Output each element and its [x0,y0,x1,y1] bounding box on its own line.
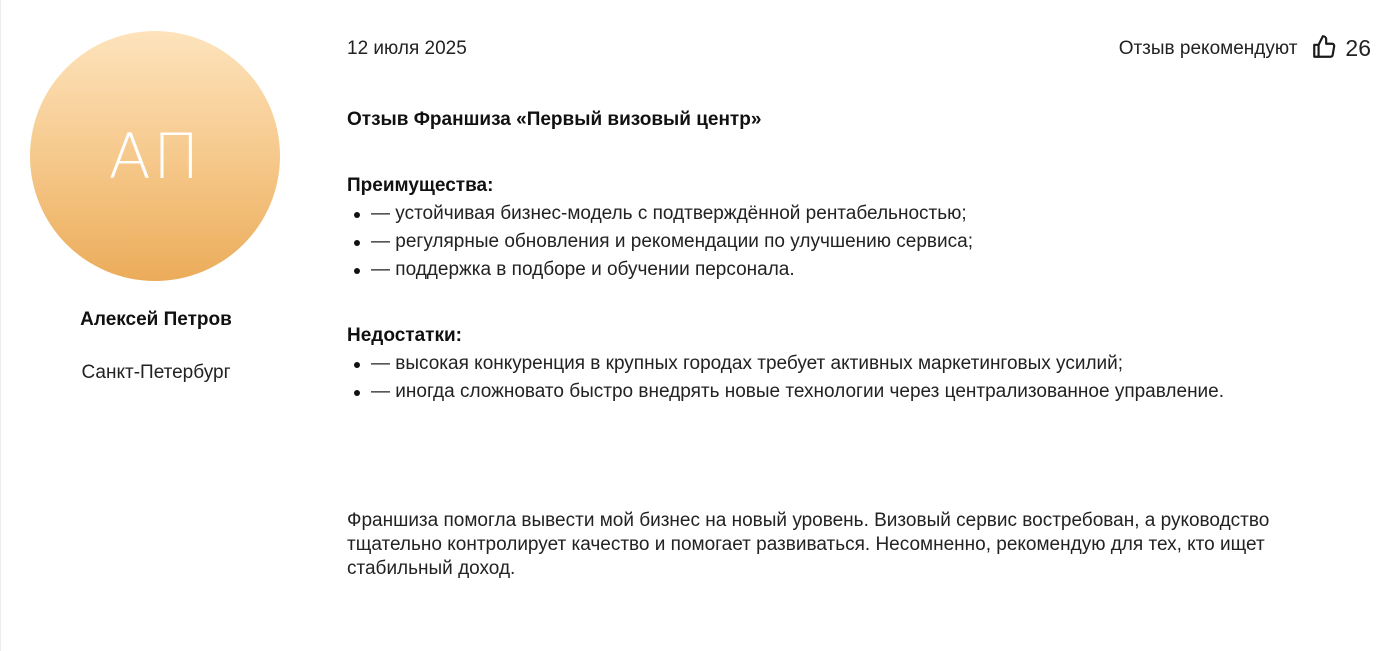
avatar-initials: АП [108,119,202,193]
like-button[interactable] [1311,34,1371,63]
review-body: Франшиза помогла вывести мой бизнес на новый уровень. Визовый сервис востребован, а руководство тщательно контролирует качество и помогает развиваться. Несомненно, рекомендую для тех, кто ищет стабильный доход. [347,510,1270,579]
cons-list [347,350,1347,406]
list-item: — иногда сложновато быстро внедрять новые технологии через централизованное управление. [347,378,1347,406]
list-item: — устойчивая бизнес-модель с подтверждённой рентабельностью; [347,200,1347,228]
list-item: — высокая конкуренция в крупных городах требует активных маркетинговых усилий; [347,350,1347,378]
author-name: Алексей Петров [80,309,232,330]
thumbs-up-icon [1311,34,1337,63]
list-item: — поддержка в подборе и обучении персонала. [347,256,1347,284]
recommend-label: Отзыв рекомендуют [1118,37,1298,59]
pros-heading: Преимущества: [347,175,494,196]
review-date: 12 июля 2025 [347,38,467,59]
pros-list [347,200,1347,284]
like-count: 26 [1345,35,1371,61]
pros-section [347,172,1347,284]
author-city: Санкт-Петербург [81,362,231,383]
cons-heading: Недостатки: [347,325,462,346]
cons-section [347,322,1347,406]
list-item: — регулярные обновления и рекомендации по улучшению сервиса; [347,228,1347,256]
review-title: Отзыв Франшиза «Первый визовый центр» [347,109,762,130]
avatar [30,31,280,281]
recommend-block [1119,34,1371,63]
